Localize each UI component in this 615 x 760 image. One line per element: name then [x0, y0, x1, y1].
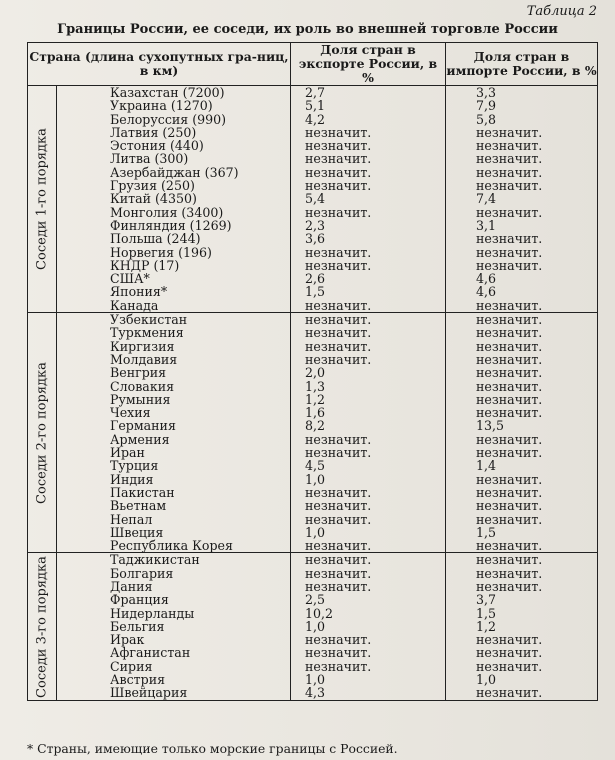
import-share: незначит.	[476, 164, 543, 180]
country-name: Афганистан	[110, 645, 191, 661]
country-name: Пакистан	[110, 484, 175, 500]
export-share: 1,0	[305, 471, 326, 487]
export-share: незначит.	[305, 178, 372, 194]
import-share: незначит.	[476, 565, 543, 581]
export-share: 1,6	[305, 405, 326, 421]
export-share: 5,1	[305, 98, 326, 114]
import-share: 7,9	[476, 98, 497, 114]
country-name: Финляндия (1269)	[110, 217, 232, 233]
export-share: незначит.	[305, 484, 372, 500]
header-country: Страна (длина сухопутных гра-ниц, в км)	[28, 43, 291, 86]
export-share: незначит.	[305, 498, 372, 514]
country-name: Германия	[110, 418, 176, 434]
export-share: незначит.	[305, 552, 372, 568]
export-share: 8,2	[305, 418, 326, 434]
export-share: 2,7	[305, 85, 326, 100]
country-name: Монголия (3400)	[110, 204, 224, 220]
group-row	[28, 313, 598, 553]
export-share: незначит.	[305, 632, 372, 648]
import-share: незначит.	[476, 297, 543, 313]
country-name: Канада	[110, 297, 159, 313]
country-name: Болгария	[110, 565, 174, 581]
export-share: незначит.	[305, 151, 372, 167]
group-row	[28, 553, 598, 700]
export-share: 2,0	[305, 365, 326, 381]
country-name: Бельгия	[110, 618, 165, 634]
import-share: незначит.	[476, 244, 543, 260]
country-name: Иран	[110, 445, 145, 461]
export-share: 2,5	[305, 592, 326, 608]
export-share: 10,2	[305, 605, 334, 621]
country-name: Франция	[110, 592, 169, 608]
group-label: Соседи 2-го порядка	[34, 361, 50, 504]
import-cell	[446, 86, 598, 313]
import-share: незначит.	[476, 124, 543, 140]
group-label: Соседи 1-го порядка	[34, 128, 50, 270]
import-share: незначит.	[476, 257, 543, 273]
export-share: незначит.	[305, 164, 372, 180]
export-share: незначит.	[305, 538, 372, 554]
country-name: Таджикистан	[110, 552, 200, 568]
import-share: незначит.	[476, 632, 543, 648]
import-share: 1,5	[476, 524, 497, 540]
country-name: Норвегия (196)	[110, 244, 212, 260]
table-caption: Границы России, ее соседи, их роль во внешней торговле России	[57, 22, 558, 37]
import-share: незначит.	[476, 685, 543, 701]
header-import: Доля стран в импорте России, в %	[446, 43, 598, 86]
import-share: незначит.	[476, 391, 543, 407]
export-share: незначит.	[305, 312, 372, 328]
export-share: 1,3	[305, 378, 326, 394]
export-share: незначит.	[305, 445, 372, 461]
country-name: Венгрия	[110, 365, 167, 381]
header-export: Доля стран в экспорте России, в %	[291, 43, 446, 86]
country-name: Чехия	[110, 405, 151, 421]
import-share: 3,1	[476, 217, 497, 233]
export-share: 4,3	[305, 685, 326, 701]
import-share: 1,2	[476, 618, 497, 634]
export-share: незначит.	[305, 204, 372, 220]
import-share: 1,0	[476, 672, 497, 688]
import-share: незначит.	[476, 445, 543, 461]
import-share: незначит.	[476, 431, 543, 447]
import-share: незначит.	[476, 511, 543, 527]
import-share: 7,4	[476, 191, 497, 207]
footnote: * Страны, имеющие только морские границы с Россией.	[27, 741, 398, 756]
import-share: 3,7	[476, 592, 497, 608]
export-share: незначит.	[305, 511, 372, 527]
import-share: незначит.	[476, 378, 543, 394]
import-share: незначит.	[476, 138, 543, 154]
export-share: незначит.	[305, 338, 372, 354]
export-share: незначит.	[305, 257, 372, 273]
table-body	[28, 86, 598, 701]
export-share: незначит.	[305, 351, 372, 367]
export-share: 2,3	[305, 217, 326, 233]
export-share: 5,4	[305, 191, 326, 207]
import-share: 5,8	[476, 111, 497, 127]
import-share: незначит.	[476, 552, 543, 568]
country-cell	[57, 313, 291, 553]
group-label-cell	[28, 553, 57, 700]
country-name: Украина (1270)	[110, 98, 213, 114]
group-label: Соседи 3-го порядка	[34, 555, 50, 698]
country-name: Азербайджан (367)	[110, 164, 239, 180]
import-share: незначит.	[476, 151, 543, 167]
import-share: незначит.	[476, 231, 543, 247]
import-share: 1,5	[476, 605, 497, 621]
country-name: Ирак	[110, 632, 145, 648]
import-share: незначит.	[476, 645, 543, 661]
import-share: незначит.	[476, 204, 543, 220]
group-label-cell	[28, 86, 57, 313]
export-share: 1,0	[305, 524, 326, 540]
country-name: Туркмения	[110, 325, 184, 341]
import-share: 4,6	[476, 271, 497, 287]
country-name: Вьетнам	[110, 498, 167, 514]
country-name: Республика Корея	[110, 538, 233, 554]
country-name: Эстония (440)	[110, 138, 204, 154]
import-share: незначит.	[476, 338, 543, 354]
export-share: незначит.	[305, 431, 372, 447]
export-share: 4,5	[305, 458, 326, 474]
country-name: Румыния	[110, 391, 171, 407]
export-cell	[291, 553, 446, 700]
export-share: незначит.	[305, 244, 372, 260]
import-share: незначит.	[476, 178, 543, 194]
export-share: незначит.	[305, 578, 372, 594]
export-share: незначит.	[305, 297, 372, 313]
export-share: 2,6	[305, 271, 326, 287]
country-name: Латвия (250)	[110, 124, 197, 140]
country-name: Словакия	[110, 378, 175, 394]
import-share: незначит.	[476, 351, 543, 367]
import-share: 13,5	[476, 418, 505, 434]
export-share: незначит.	[305, 658, 372, 674]
country-name: Киргизия	[110, 338, 175, 354]
table-number: Таблица 2	[526, 4, 597, 19]
country-name: Белоруссия (990)	[110, 111, 227, 127]
header-row	[28, 43, 598, 86]
import-share: незначит.	[476, 498, 543, 514]
country-name: Дания	[110, 578, 153, 594]
import-share: 1,4	[476, 458, 497, 474]
import-cell	[446, 553, 598, 700]
trade-table	[27, 42, 598, 701]
country-name: Швейцария	[110, 685, 188, 701]
country-name: Непал	[110, 511, 153, 527]
group-row	[28, 86, 598, 313]
country-name: Молдавия	[110, 351, 178, 367]
export-share: незначит.	[305, 565, 372, 581]
country-name: Грузия (250)	[110, 178, 195, 194]
country-name: Литва (300)	[110, 151, 189, 167]
import-share: незначит.	[476, 325, 543, 341]
export-cell	[291, 313, 446, 553]
import-share: незначит.	[476, 578, 543, 594]
export-share: 1,0	[305, 618, 326, 634]
country-name: Турция	[110, 458, 159, 474]
country-name: Австрия	[110, 672, 166, 688]
country-name: Казахстан (7200)	[110, 85, 225, 100]
import-share: 4,6	[476, 284, 497, 300]
import-share: 3,3	[476, 85, 497, 100]
country-name: Япония*	[110, 284, 168, 300]
import-share: незначит.	[476, 471, 543, 487]
import-share: незначит.	[476, 312, 543, 328]
country-name: Узбекистан	[110, 312, 188, 328]
import-share: незначит.	[476, 484, 543, 500]
country-name: США*	[110, 271, 150, 287]
country-cell	[57, 553, 291, 700]
country-name: Польша (244)	[110, 231, 201, 247]
country-name: Нидерланды	[110, 605, 195, 621]
country-name: Китай (4350)	[110, 191, 197, 207]
export-share: незначит.	[305, 645, 372, 661]
group-label-cell	[28, 313, 57, 553]
export-share: незначит.	[305, 325, 372, 341]
export-share: 1,2	[305, 391, 326, 407]
country-name: Армения	[110, 431, 170, 447]
export-share: 4,2	[305, 111, 326, 127]
country-name: Индия	[110, 471, 154, 487]
country-cell	[57, 86, 291, 313]
country-name: КНДР (17)	[110, 257, 180, 273]
export-share: 3,6	[305, 231, 326, 247]
export-share: незначит.	[305, 124, 372, 140]
export-cell	[291, 86, 446, 313]
import-share: незначит.	[476, 658, 543, 674]
country-name: Сирия	[110, 658, 153, 674]
import-share: незначит.	[476, 405, 543, 421]
export-share: 1,5	[305, 284, 326, 300]
import-cell	[446, 313, 598, 553]
import-share: незначит.	[476, 365, 543, 381]
import-share: незначит.	[476, 538, 543, 554]
export-share: 1,0	[305, 672, 326, 688]
country-name: Швеция	[110, 524, 164, 540]
export-share: незначит.	[305, 138, 372, 154]
